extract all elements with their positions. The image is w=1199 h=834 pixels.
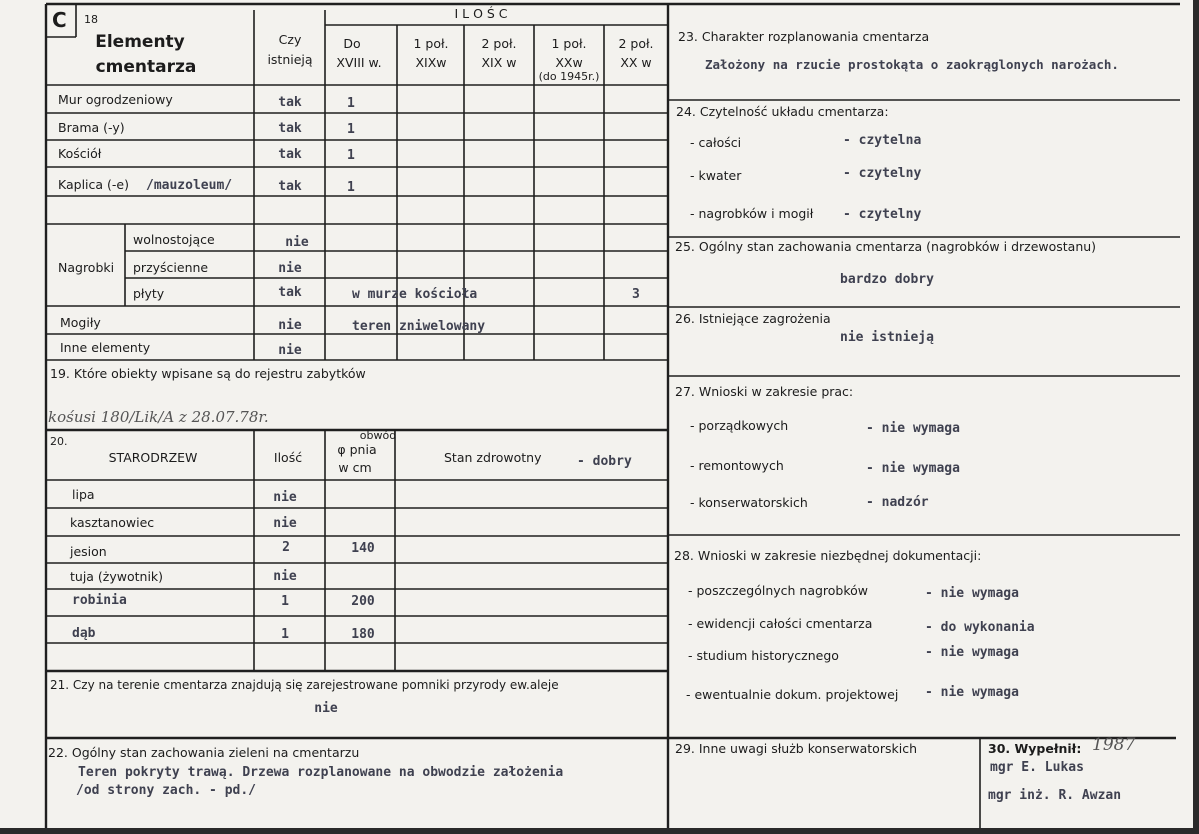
q24-item-2-label: - kwater [690, 168, 742, 183]
state-value: - dobry [577, 454, 632, 469]
row-inne-label: Inne elementy [60, 340, 151, 355]
period-1-l2: XVIII w. [336, 55, 382, 70]
q26-label: 26. Istniejące zagrożenia [675, 311, 831, 326]
q22-answer2: /od strony zach. - pd./ [76, 783, 257, 798]
q19-label: 19. Które obiekty wpisane są do rejestru zabytków [50, 366, 366, 381]
period-5-l1: 2 poł. [618, 36, 654, 51]
row-inne-exists: nie [278, 343, 302, 358]
q28-item-1-value: - nie wymaga [925, 586, 1019, 601]
q24-label: 24. Czytelność układu cmentarza: [676, 104, 889, 119]
q20-num: 20. [50, 435, 68, 448]
title-line1: Elementy [95, 32, 185, 52]
tree-6-name: dąb [72, 626, 96, 641]
row-plyty-exists: tak [278, 285, 302, 300]
row-przy-exists: nie [278, 261, 302, 276]
q24-item-1-value: - czytelna [843, 133, 922, 148]
row-kosciol-label: Kościół [58, 146, 102, 161]
q27-item-2-value: - nie wymaga [866, 461, 960, 476]
col-state: Stan zdrowotny [444, 450, 542, 465]
q21-answer: nie [314, 701, 338, 716]
row-kaplica-typed: /mauzoleum/ [146, 178, 233, 193]
row-mur-count: 1 [347, 96, 355, 111]
row-kosciol-exists: tak [278, 147, 302, 162]
row-plyty-count: 3 [632, 287, 640, 302]
row-wolno-exists: nie [285, 235, 309, 250]
scan-edge-bottom [0, 828, 1199, 834]
q30-person1: mgr E. Lukas [990, 760, 1084, 775]
row-plyty-label: płyty [133, 286, 165, 301]
card-number: 18 [84, 13, 98, 26]
tree-5-name: robinia [72, 593, 127, 608]
q30-year: 1987 [1092, 735, 1136, 755]
row-wolno-label: wolnostojące [133, 232, 215, 247]
tree-4-count: nie [273, 569, 297, 584]
q24-item-1-label: - całości [690, 135, 742, 150]
q22-answer1: Teren pokryty trawą. Drzewa rozplanowane na obwodzie założenia [78, 765, 564, 780]
tree-5-circ: 200 [351, 594, 375, 609]
q22-label: 22. Ogólny stan zachowania zieleni na cmentarzu [48, 745, 360, 760]
tree-2-count: nie [273, 516, 297, 531]
q28-label: 28. Wnioski w zakresie niezbędnej dokumentacji: [674, 548, 982, 563]
q28-item-3-label: - studium historycznego [688, 648, 839, 663]
q27-item-1-label: - porządkowych [690, 418, 789, 433]
col-circ1: obwód [359, 429, 397, 442]
tree-1-name: lipa [72, 487, 95, 502]
period-1-l1: Do [343, 36, 361, 51]
period-3-l2: XIX w [481, 55, 517, 70]
q28-item-2-value: - do wykonania [925, 620, 1035, 635]
title-line2: cmentarza [95, 57, 197, 77]
tree-3-name: jesion [70, 544, 107, 559]
row-kosciol-count: 1 [347, 148, 355, 163]
row-kaplica-count: 1 [347, 180, 355, 195]
q28-item-3-value: - nie wymaga [925, 645, 1019, 660]
q25-label: 25. Ogólny stan zachowania cmentarza (nagrobków i drzewostanu) [675, 239, 1097, 254]
tree-1-count: nie [273, 490, 297, 505]
period-4-l2: XXw [555, 55, 583, 70]
q27-item-3-value: - nadzór [866, 495, 929, 510]
period-4-l1: 1 poł. [551, 36, 587, 51]
q27-item-1-value: - nie wymaga [866, 421, 960, 436]
col-exists2: istnieją [267, 52, 313, 67]
nagrobki-label: Nagrobki [58, 260, 115, 275]
tree-3-circ: 140 [351, 541, 375, 556]
row-plyty-note: w murze kościoła [352, 287, 478, 302]
q28-item-1-label: - poszczególnych nagrobków [688, 583, 869, 598]
col-circ2: φ pnia [337, 442, 377, 457]
row-kaplica-label: Kaplica (-e) [58, 177, 129, 192]
period-2-l2: XIXw [415, 55, 447, 70]
row-mur-label: Mur ogrodzeniowy [58, 92, 173, 107]
row-brama-label: Brama (-y) [58, 120, 125, 135]
period-5-l2: XX w [620, 55, 652, 70]
row-brama-count: 1 [347, 122, 355, 137]
col-circ3: w cm [338, 460, 372, 475]
ilosc-header: I L O Ś C [454, 6, 508, 21]
q26-answer: nie istnieją [840, 330, 934, 345]
q24-item-3-value: - czytelny [843, 207, 922, 222]
col-count: Ilość [273, 450, 303, 465]
period-4-l3: (do 1945r.) [538, 70, 600, 83]
q23-label: 23. Charakter rozplanowania cmentarza [678, 29, 930, 44]
period-3-l1: 2 poł. [481, 36, 517, 51]
tree-4-name: tuja (żywotnik) [70, 569, 164, 584]
card-letter: C [52, 8, 67, 32]
tree-6-count: 1 [281, 627, 289, 642]
q27-item-3-label: - konserwatorskich [690, 495, 808, 510]
col-exists: Czy [278, 32, 302, 47]
q30-person2: mgr inż. R. Awzan [988, 788, 1122, 803]
q24-item-3-label: - nagrobków i mogił [690, 206, 814, 221]
q21-label: 21. Czy na terenie cmentarza znajdują się zarejestrowane pomniki przyrody ew.aleje [50, 678, 559, 692]
row-brama-exists: tak [278, 121, 302, 136]
q28-item-4-label: - ewentualnie dokum. projektowej [686, 687, 899, 702]
row-mogily-note: teren zniwelowany [352, 319, 486, 334]
tree-2-name: kasztanowiec [70, 515, 155, 530]
q30-label: 30. Wypełnił: [988, 741, 1082, 756]
col-tree: STARODRZEW [108, 450, 198, 465]
tree-3-count: 2 [282, 540, 290, 555]
q27-item-2-label: - remontowych [690, 458, 784, 473]
row-mogily-label: Mogiły [60, 315, 101, 330]
row-mur-exists: tak [278, 95, 302, 110]
q28-item-4-value: - nie wymaga [925, 685, 1019, 700]
row-mogily-exists: nie [278, 318, 302, 333]
period-2-l1: 1 poł. [413, 36, 449, 51]
scan-edge-right [1193, 0, 1199, 834]
q23-answer: Założony na rzucie prostokąta o zaokrąglonych narożach. [705, 57, 1119, 72]
row-kaplica-exists: tak [278, 179, 302, 194]
q29-label: 29. Inne uwagi służb konserwatorskich [675, 741, 917, 756]
q19-handwritten: kośusi 180/Lik/A z 28.07.78r. [48, 408, 269, 426]
q28-item-2-label: - ewidencji całości cmentarza [688, 616, 873, 631]
q25-answer: bardzo dobry [840, 272, 934, 287]
tree-6-circ: 180 [351, 627, 375, 642]
row-przy-label: przyścienne [133, 260, 209, 275]
q24-item-2-value: - czytelny [843, 166, 922, 181]
q27-label: 27. Wnioski w zakresie prac: [675, 384, 854, 399]
tree-5-count: 1 [281, 594, 289, 609]
